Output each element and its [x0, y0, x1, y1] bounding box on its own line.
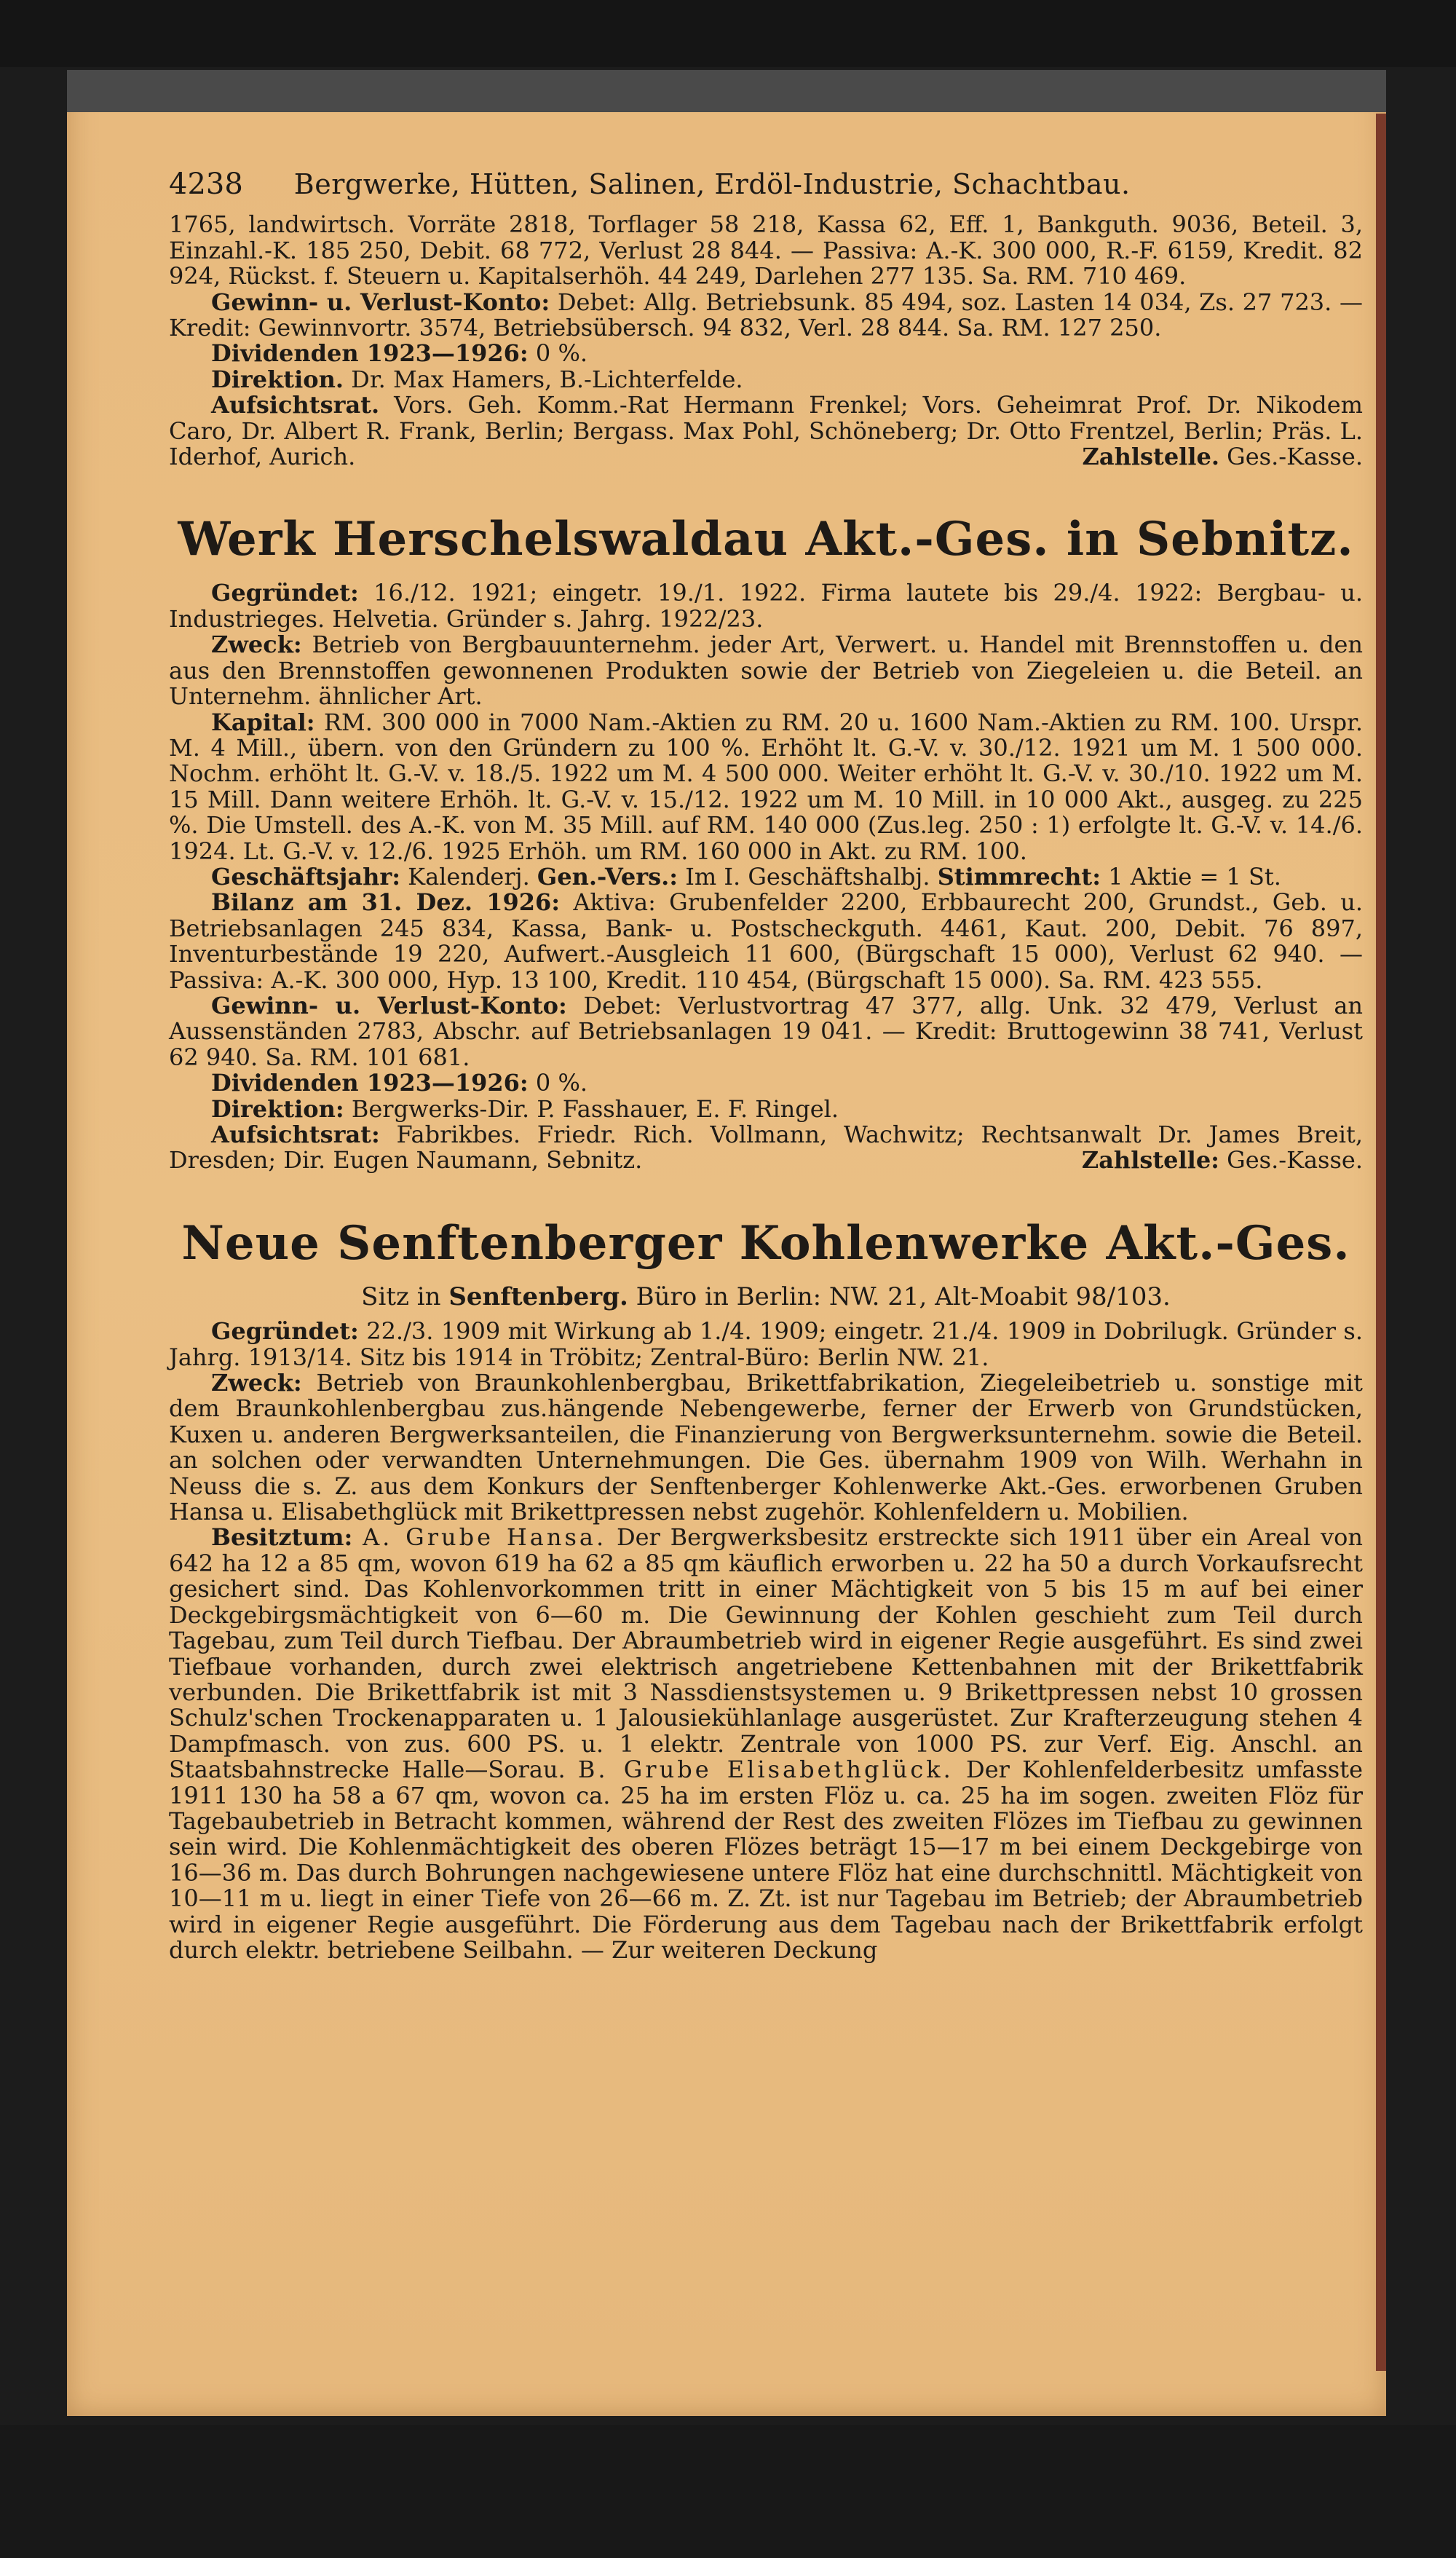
scan-background-bottom	[0, 2425, 1456, 2558]
running-head	[169, 167, 1363, 201]
section-text: 0 %.	[535, 339, 588, 368]
section-text: Vors. Geh. Komm.-Rat Hermann Frenkel; Vors. Geheimrat Prof. Dr. Nikodem Caro, Dr. Albert R. Frank, Berlin; Bergass. Max Pohl, Schöneberg; Dr. Otto Frentzel, Berlin; Präs. L. Iderhof, Aurich.	[169, 391, 1364, 471]
c3-zweck-section	[169, 1370, 1363, 1525]
section-text: Bergwerks-Dir. P. Fasshauer, E. F. Ringel.	[351, 1094, 839, 1123]
section-label: Dividenden 1923—1926:	[211, 339, 529, 368]
section-text: Ges.-Kasse.	[1227, 1146, 1363, 1175]
page-number: 4238	[169, 167, 243, 201]
section-text: Im I. Geschäftshalbj.	[685, 862, 930, 891]
section-label: Besitztum:	[211, 1523, 353, 1552]
section-label: Gen.-Vers.:	[537, 862, 678, 891]
section-label: Stimmrecht:	[937, 862, 1101, 891]
running-title: Bergwerke, Hütten, Salinen, Erdöl-Industrie, Schachtbau.	[293, 168, 1131, 200]
section-text: Dr. Max Hamers, B.-Lichterfelde.	[351, 365, 743, 393]
scan-background-top	[0, 0, 1456, 67]
section-label: Aufsichtsrat:	[211, 1121, 380, 1148]
subsection-label: A. Grube Hansa.	[363, 1523, 607, 1552]
prev-zahlstelle	[1040, 444, 1364, 470]
section-label: Gewinn- u. Verlust-Konto:	[211, 991, 567, 1019]
company-title-herschelswaldau: Werk Herschelswaldau Akt.-Ges. in Sebnitz.	[178, 512, 1354, 567]
binding-edge	[1376, 114, 1386, 2371]
c2-gegruendet-section	[169, 580, 1363, 632]
section-text: Ges.-Kasse.	[1227, 443, 1363, 471]
section-text: Der Bergwerksbesitz erstreckte sich 1911 über ein Areal von 642 ha 12 a 85 qm, wovon 619 ha 62 a 85 qm käuflich erworben u. 22 ha 50 a durch Vorkaufsrecht gesichert sind. Das Kohlenvorkommen tritt in einer Mächtigkeit von 5 bis 15 m auf bei einer Deckgebirgsmächtigkeit von 6—60 m. Die Gewinnung der Kohlen geschieht zum Teil durch Tagebau, zum Teil durch Tiefbau. Der Abraumbetrieb wird in eigener Regie ausgeführt. Es sind zwei Tiefbaue vorhanden, durch zwei elektrisch angetriebene Kettenbahnen mit der Brikettfabrik verbunden. Die Brikettfabrik ist mit 3 Nassdienstsystemen u. 9 Brikettpressen nebst 10 grossen Schulz'schen Trockenapparaten u. 1 Jalousiekühlanlage ausgerüstet. Zur Krafterzeugung stehen 4 Dampfmasch. von zus. 600 PS. u. 1 elektr. Zentrale von 1000 PS. zur Verf. Eig. Anschl. an Staatsbahnstrecke Halle—Sorau.	[169, 1523, 1363, 1784]
prev-direktion-section	[169, 367, 1363, 392]
c2-zweck-section	[169, 632, 1363, 709]
section-text: Fabrikbes. Friedr. Rich. Vollmann, Wachwitz; Rechtsanwalt Dr. James Breit, Dresden; Dir. Eugen Naumann, Sebnitz.	[169, 1121, 1364, 1175]
section-label: Zahlstelle.	[1082, 443, 1219, 471]
section-label: Direktion:	[211, 1094, 344, 1123]
book-page	[67, 70, 1386, 2416]
section-text: RM. 300 000 in 7000 Nam.-Aktien zu RM. 20 u. 1600 Nam.-Aktien zu RM. 100. Urspr. M. 4 Mill., übern. von den Gründern zu 100 %. Erhöht lt. G.-V. v. 30./12. 1921 um M. 1 500 000. Nochm. erhöht lt. G.-V. v. 18./5. 1922 um M. 4 500 000. Weiter erhöht lt. G.-V. v. 30./10. 1922 um M. 15 Mill. Dann weitere Erhöh. lt. G.-V. v. 15./12. 1922 um M. 10 Mill. in 10 000 Akt., ausgeg. zu 225 %. Die Umstell. des A.-K. von M. 35 Mill. auf RM. 140 000 (Zus.leg. 250 : 1) erfolgte lt. G.-V. v. 14./6. 1924. Lt. G.-V. v. 12./6. 1925 Erhöh. um RM. 160 000 in Akt. zu RM. 100.	[169, 708, 1364, 865]
section-text: 0 %.	[535, 1069, 588, 1097]
section-label: Aufsichtsrat.	[211, 391, 380, 419]
c2-zahlstelle	[1040, 1148, 1363, 1173]
c2-aufsichtsrat-section	[169, 1122, 1363, 1174]
section-text: Aktiva: Grubenfelder 2200, Erbbaurecht 200, Grundst., Geb. u. Betriebsanlagen 245 834, Kassa, Bank- u. Postscheckguth. 4461, Kaut. 200, Debit. 76 897, Inventurbestände 19 220, Aufwert.-Ausgleich 11 600, (Bürgschaft 15 000), Verlust 62 940. — Passiva: A.-K. 300 000, Hyp. 13 100, Kredit. 110 454, (Bürgschaft 15 000). Sa. RM. 423 555.	[169, 888, 1364, 994]
section-label: Geschäftsjahr:	[211, 862, 400, 891]
section-label: Zweck:	[211, 631, 302, 659]
page-edge	[67, 70, 1386, 112]
c2-geschaeftsjahr-section	[169, 864, 1363, 890]
prev-balance-continuation: 1765, landwirtsch. Vorräte 2818, Torflager 58 218, Kassa 62, Eff. 1, Bankguth. 9036, Beteil. 3, Einzahl.-K. 185 250, Debit. 68 772, Verlust 28 844. — Passiva: A.-K. 300 000, R.-F. 6159, Kredit. 82 924, Rückst. f. Steuern u. Kapitalserhöh. 44 249, Darlehen 277 135. Sa. RM. 710 469.	[169, 210, 1363, 291]
section-label: Zahlstelle:	[1081, 1146, 1219, 1175]
section-text: Betrieb von Bergbauunternehm. jeder Art, Verwert. u. Handel mit Brennstoffen u. den aus den Brennstoffen gewonnenen Produkten sowie der Betrieb von Ziegeleien u. die Beteil. an Unternehm. ähnlicher Art.	[169, 631, 1364, 711]
seat-office: Büro in Berlin: NW. 21, Alt-Moabit 98/103.	[636, 1282, 1171, 1311]
section-label: Bilanz am 31. Dez. 1926:	[211, 888, 561, 917]
c2-gewinn-section	[169, 993, 1363, 1070]
c2-direktion-section	[169, 1094, 1363, 1123]
section-label: Gegründet:	[211, 1317, 359, 1346]
section-label: Dividenden 1923—1926:	[211, 1069, 529, 1097]
section-label: Direktion.	[211, 365, 344, 393]
company-seat-line	[169, 1284, 1363, 1310]
company-title-senftenberger: Neue Senftenberger Kohlenwerke Akt.-Ges.	[181, 1215, 1350, 1271]
section-label: Gewinn- u. Verlust-Konto:	[211, 288, 550, 316]
subsection-label: B. Grube Elisabethglück.	[577, 1756, 954, 1784]
prev-gewinn-section	[169, 290, 1363, 342]
page-content	[169, 167, 1364, 1964]
section-text: 16./12. 1921; eingetr. 19./1. 1922. Firma lautete bis 29./4. 1922: Bergbau- u. Industrieges. Helvetia. Gründer s. Jahrg. 1922/23.	[169, 579, 1364, 633]
section-label: Zweck:	[211, 1369, 302, 1397]
prev-aufsichtsrat-section	[169, 392, 1363, 470]
c3-besitztum-section	[169, 1525, 1363, 1963]
seat-city: Senftenberg.	[448, 1282, 628, 1311]
section-label: Gegründet:	[211, 579, 359, 607]
c2-bilanz-section	[169, 890, 1363, 993]
section-text: 1 Aktie = 1 St.	[1108, 862, 1281, 891]
section-label: Kapital:	[211, 708, 315, 736]
c3-gegruendet-section	[169, 1319, 1363, 1370]
section-text: Der Kohlenfelderbesitz umfasste 1911 130 ha 58 a 67 qm, wovon ca. 25 ha im ersten Flöz u. ca. 25 ha im sogen. zweiten Flöz für Tagebaubetrieb in Betracht kommen, während der Rest des zweiten Flözes im Tiefbau zu gewinnen sein wird. Die Kohlenmächtigkeit des oberen Flözes beträgt 15—17 m bei einem Deckgebirge von 16—36 m. Das durch Bohrungen nachgewiesene untere Flöz hat eine durchschnittl. Mächtigkeit von 10—11 m u. liegt in einer Tiefe von 26—66 m. Z. Zt. ist nur Tagebau im Betrieb; der Abraumbetrieb wird in eigener Regie ausgeführt. Die Förderung aus dem Tagebau nach der Brikettfabrik erfolgt durch elektr. betriebene Seilbahn. — Zur weiteren Deckung	[169, 1756, 1364, 1964]
prev-dividenden-section	[169, 341, 1363, 366]
c2-dividenden-section	[169, 1070, 1363, 1096]
section-text: Debet: Allg. Betriebsunk. 85 494, soz. Lasten 14 034, Zs. 27 723. — Kredit: Gewinnvortr. 3574, Betriebsübersch. 94 832, Verl. 28 844. Sa. RM. 127 250.	[169, 288, 1364, 342]
section-text: Kalenderj.	[408, 862, 530, 891]
section-text: Betrieb von Braunkohlenbergbau, Brikettfabrikation, Ziegeleibetrieb u. sonstige mit dem Braunkohlenbergbau zus.hängende Nebengewerbe, ferner der Erwerb von Grundstücken, Kuxen u. anderen Bergwerksanteilen, die Finanzierung von Bergwerksunternehm. sowie die Beteil. an solchen oder verwandten Unternehmungen. Die Ges. übernahm 1909 von Wilh. Werhahn in Neuss die s. Z. aus dem Konkurs der Senftenberger Kohlenwerke Akt.-Ges. erworbenen Gruben Hansa u. Elisabethglück mit Brikettpressen nebst zugehör. Kohlenfeldern u. Mobilien.	[169, 1369, 1364, 1526]
section-text: 22./3. 1909 mit Wirkung ab 1./4. 1909; eingetr. 21./4. 1909 in Dobrilugk. Gründer s. Jahrg. 1913/14. Sitz bis 1914 in Tröbitz; Zentral-Büro: Berlin NW. 21.	[169, 1317, 1364, 1371]
c2-kapital-section	[169, 710, 1363, 864]
seat-prefix: Sitz in	[361, 1282, 441, 1311]
section-text: Debet: Verlustvortrag 47 377, allg. Unk. 32 479, Verlust an Aussenständen 2783, Abschr. auf Betriebsanlagen 19 041. — Kredit: Bruttogewinn 38 741, Verlust 62 940. Sa. RM. 101 681.	[169, 991, 1364, 1071]
